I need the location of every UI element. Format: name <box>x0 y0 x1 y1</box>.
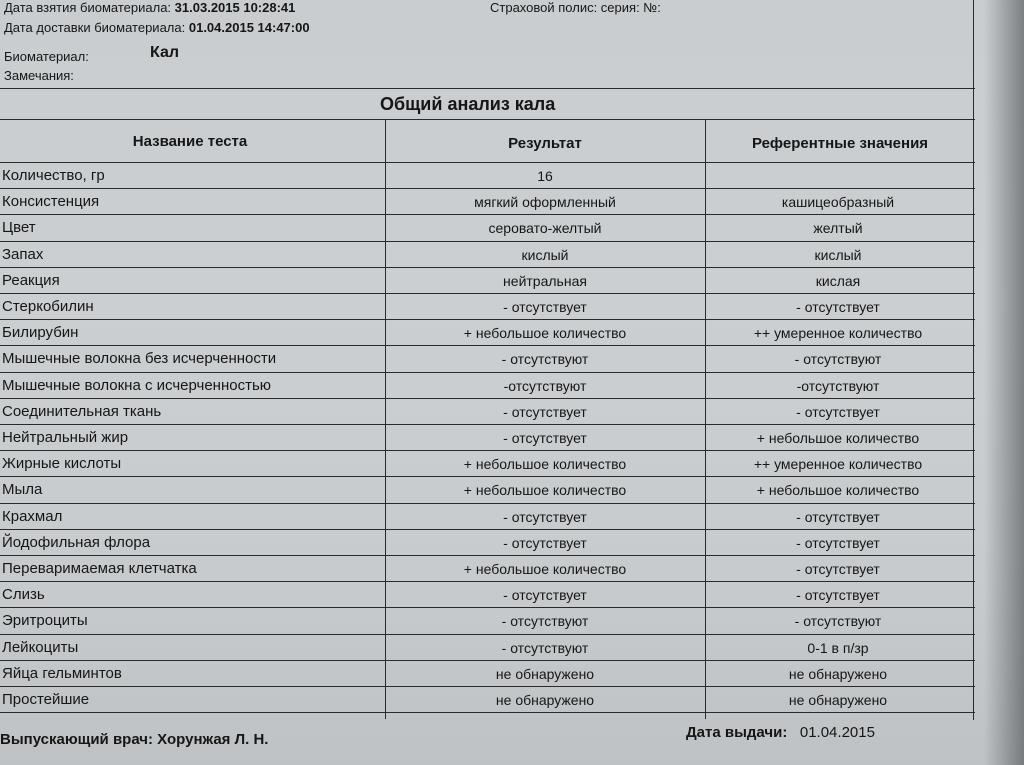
result-cell: 16 <box>537 168 553 184</box>
reference-cell: 0-1 в п/зр <box>807 639 869 656</box>
reference-cell: + небольшое количество <box>756 482 920 499</box>
table-row <box>0 189 975 215</box>
biomaterial-value: Кал <box>150 44 180 61</box>
result-cell: - отсутствует <box>503 587 587 604</box>
sample-date-value: 31.03.2015 10:28:41 <box>174 0 296 15</box>
sample-date-line <box>4 0 295 15</box>
result-cell: - отсутствуют <box>501 639 589 656</box>
test-name-cell: Яйца гельминтов <box>2 664 122 682</box>
test-name-cell: Билирубин <box>2 324 79 342</box>
reference-cell: - отсутствует <box>796 534 880 551</box>
result-cell: + небольшое количество <box>463 482 627 499</box>
table-top-border <box>0 88 975 89</box>
table-row <box>0 530 975 556</box>
result-cell: мягкий оформленный <box>474 194 616 211</box>
table-row <box>0 163 975 189</box>
table-row <box>0 687 975 713</box>
table-row <box>0 425 975 451</box>
table-row <box>0 346 975 372</box>
test-name-cell: Нейтральный жир <box>2 429 129 446</box>
issue-date <box>686 724 875 741</box>
test-name-cell: Цвет <box>2 219 36 237</box>
result-cell: - отсутствуют <box>501 351 589 368</box>
table-row <box>0 608 975 634</box>
test-name-cell: Консистенция <box>2 193 100 211</box>
biomaterial-line <box>4 49 89 64</box>
test-name-cell: Лейкоциты <box>2 638 79 656</box>
reference-cell: - отсутствует <box>796 299 880 315</box>
title-separator <box>0 119 975 120</box>
test-name-cell: Мышечные волокна с исчерченностью <box>2 376 272 394</box>
column-header-name: Название теста <box>132 133 248 150</box>
report-title: Общий анализ кала <box>380 94 556 114</box>
test-name-cell: Переваримаемая клетчатка <box>2 560 197 577</box>
table-row <box>0 635 975 661</box>
result-cell: серовато-желтый <box>488 220 602 237</box>
insurance-line <box>490 0 661 15</box>
table-row <box>0 556 975 582</box>
result-cell: - отсутствует <box>503 508 587 525</box>
reference-cell: - отсутствует <box>796 403 880 420</box>
result-cell: + небольшое количество <box>463 561 627 577</box>
column-header-result: Результат <box>508 135 582 152</box>
result-cell: - отсутствует <box>503 534 587 551</box>
doctor-name: Хорунжая Л. Н. <box>157 731 269 748</box>
table-row <box>0 504 975 530</box>
reference-cell: - отсутствует <box>796 561 880 577</box>
reference-cell: - отсутствует <box>796 587 880 604</box>
test-name-cell: Простейшие <box>2 691 90 708</box>
reference-cell: кашицеобразный <box>781 194 895 211</box>
table-row <box>0 373 975 399</box>
test-name-cell: Йодофильная флора <box>2 533 151 551</box>
reference-cell: не обнаружено <box>788 665 888 682</box>
result-cell: не обнаружено <box>495 692 595 708</box>
delivery-date-line <box>4 20 310 35</box>
reference-cell: ++ умеренное количество <box>753 325 923 342</box>
column-header-reference: Референтные значения <box>751 135 929 152</box>
reference-cell: - отсутствует <box>796 508 880 525</box>
paper-edge-shadow <box>984 0 1024 765</box>
table-row <box>0 320 975 346</box>
row-separator <box>0 712 975 713</box>
table-row <box>0 661 975 687</box>
reference-cell: - отсутствуют <box>794 351 882 368</box>
reference-cell: кислая <box>815 272 861 289</box>
issue-date-value: 01.04.2015 <box>799 724 875 741</box>
test-name-cell: Жирные кислоты <box>2 455 122 473</box>
result-cell: - отсутствует <box>503 430 587 446</box>
test-name-cell: Мышечные волокна без исчерченности <box>2 350 277 368</box>
result-cell: -отсутствуют <box>503 377 587 394</box>
sample-date-label: Дата взятия биоматериала: <box>4 0 172 15</box>
test-name-cell: Стеркобилин <box>2 298 94 315</box>
result-cell: + небольшое количество <box>463 456 627 473</box>
delivery-date-label: Дата доставки биоматериала: <box>4 20 186 35</box>
result-cell: + небольшое количество <box>463 325 627 342</box>
table-row <box>0 215 975 241</box>
table-row <box>0 399 975 425</box>
reference-cell: желтый <box>813 220 863 237</box>
table-row <box>0 294 975 320</box>
table-row <box>0 451 975 477</box>
table-row <box>0 582 975 608</box>
reference-cell: ++ умеренное количество <box>753 456 923 473</box>
issue-date-label: Дата выдачи: <box>686 724 788 741</box>
test-name-cell: Мыла <box>2 481 43 499</box>
reference-cell: + небольшое количество <box>756 430 920 446</box>
result-cell: - отсутствует <box>503 403 587 420</box>
doctor-label: Выпускающий врач: <box>0 731 153 748</box>
result-cell: кислый <box>521 246 569 263</box>
reference-cell: -отсутствуют <box>796 377 880 394</box>
test-name-cell: Соединительная ткань <box>2 402 162 420</box>
test-name-cell: Крахмал <box>2 507 63 525</box>
insurance-label: Страховой полис: серия: №: <box>490 0 661 15</box>
result-cell: - отсутствует <box>503 299 587 315</box>
test-name-cell: Эритроциты <box>2 612 88 630</box>
test-name-cell: Количество, гр <box>2 167 105 184</box>
table-row <box>0 242 975 268</box>
test-name-cell: Слизь <box>2 586 45 604</box>
table-row <box>0 477 975 503</box>
delivery-date-value: 01.04.2015 14:47:00 <box>188 20 310 35</box>
biomaterial-label: Биоматериал: <box>4 49 89 64</box>
test-name-cell: Реакция <box>2 271 60 289</box>
table-row <box>0 268 975 294</box>
result-cell: - отсутствуют <box>501 613 589 630</box>
result-cell: нейтральная <box>503 272 587 289</box>
remarks-label: Замечания: <box>4 68 74 83</box>
issuing-doctor <box>0 731 268 748</box>
test-name-cell: Запах <box>2 245 44 263</box>
reference-cell: кислый <box>814 246 862 263</box>
reference-cell: - отсутствуют <box>794 613 882 630</box>
reference-cell: не обнаружено <box>788 692 888 708</box>
result-cell: не обнаружено <box>495 665 595 682</box>
